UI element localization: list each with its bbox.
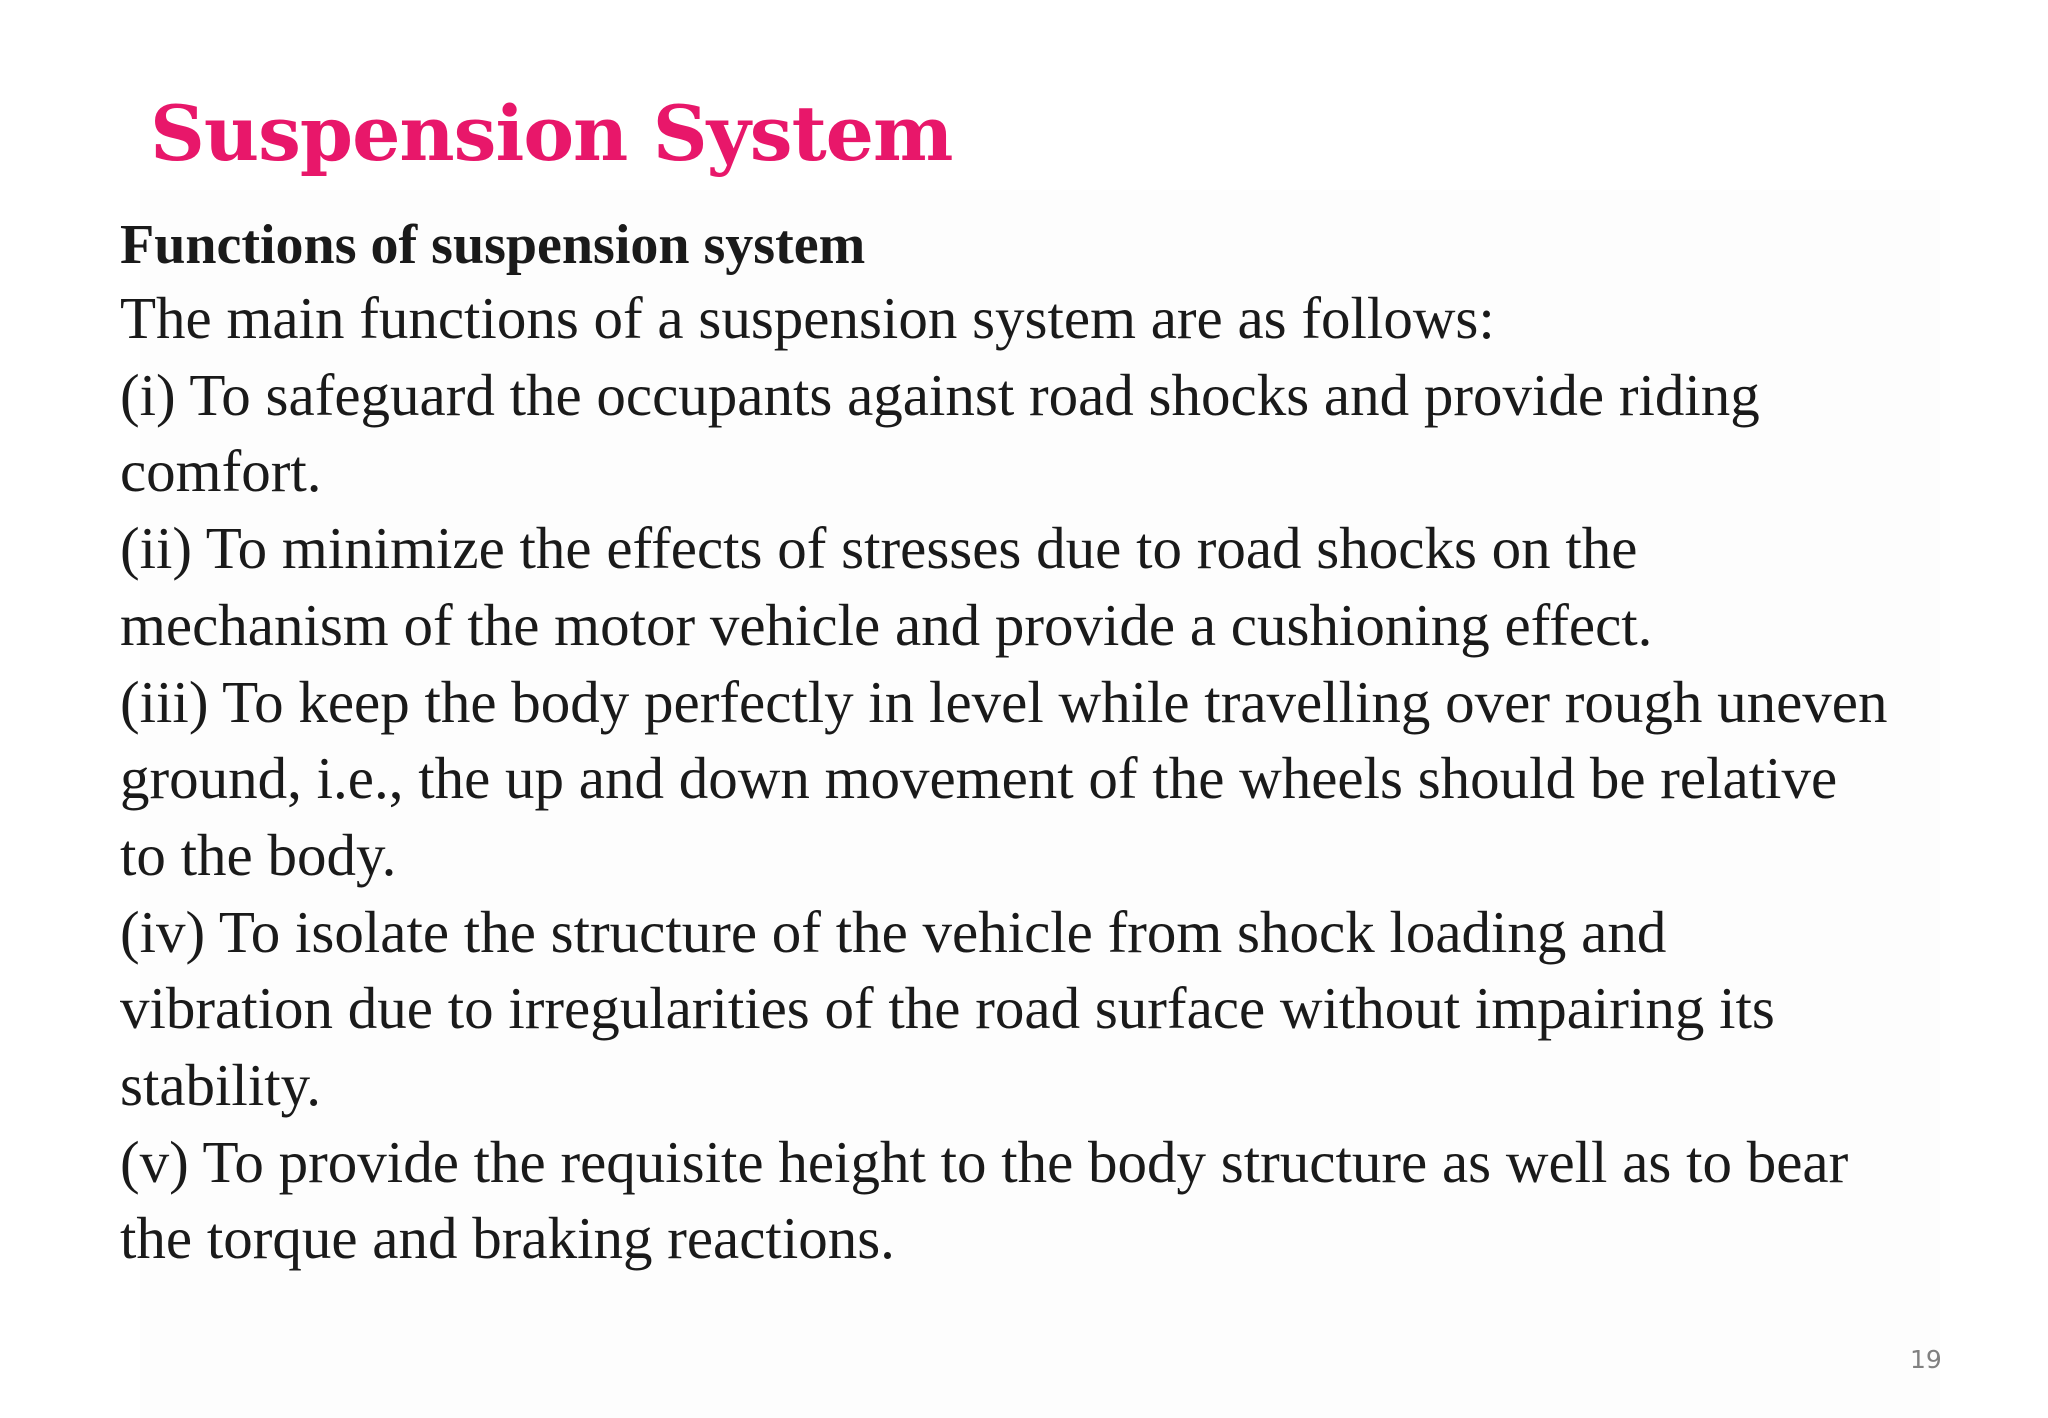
function-i-line-1: (i) To safeguard the occupants against road shocks and provide riding [120, 361, 1760, 428]
function-iv-line-1: (iv) To isolate the structure of the vehicle from shock loading and [120, 898, 1667, 965]
function-i-line-2: comfort. [120, 438, 322, 505]
slide-title: Suspension System [150, 89, 953, 178]
function-v-line-1: (v) To provide the requisite height to the body structure as well as to bear [120, 1128, 1849, 1195]
function-iii-line-2: ground, i.e., the up and down movement of the wheels should be relative [120, 745, 1838, 812]
page-number: 19 [1910, 1345, 1942, 1374]
function-iv-line-2: vibration due to irregularities of the road surface without impairing its [120, 975, 1775, 1042]
slide-body [120, 210, 1950, 1277]
intro-line: The main functions of a suspension system are as follows: [120, 285, 1495, 351]
function-iii-line-1: (iii) To keep the body perfectly in level while travelling over rough uneven [120, 668, 1888, 735]
section-heading: Functions of suspension system [120, 214, 866, 276]
function-iv-line-3: stability. [120, 1052, 322, 1119]
function-ii-line-1: (ii) To minimize the effects of stresses due to road shocks on the [120, 515, 1638, 582]
function-iii-line-3: to the body. [120, 821, 397, 888]
function-v-line-2: the torque and braking reactions. [120, 1205, 895, 1272]
function-ii-line-2: mechanism of the motor vehicle and provide a cushioning effect. [120, 591, 1653, 658]
